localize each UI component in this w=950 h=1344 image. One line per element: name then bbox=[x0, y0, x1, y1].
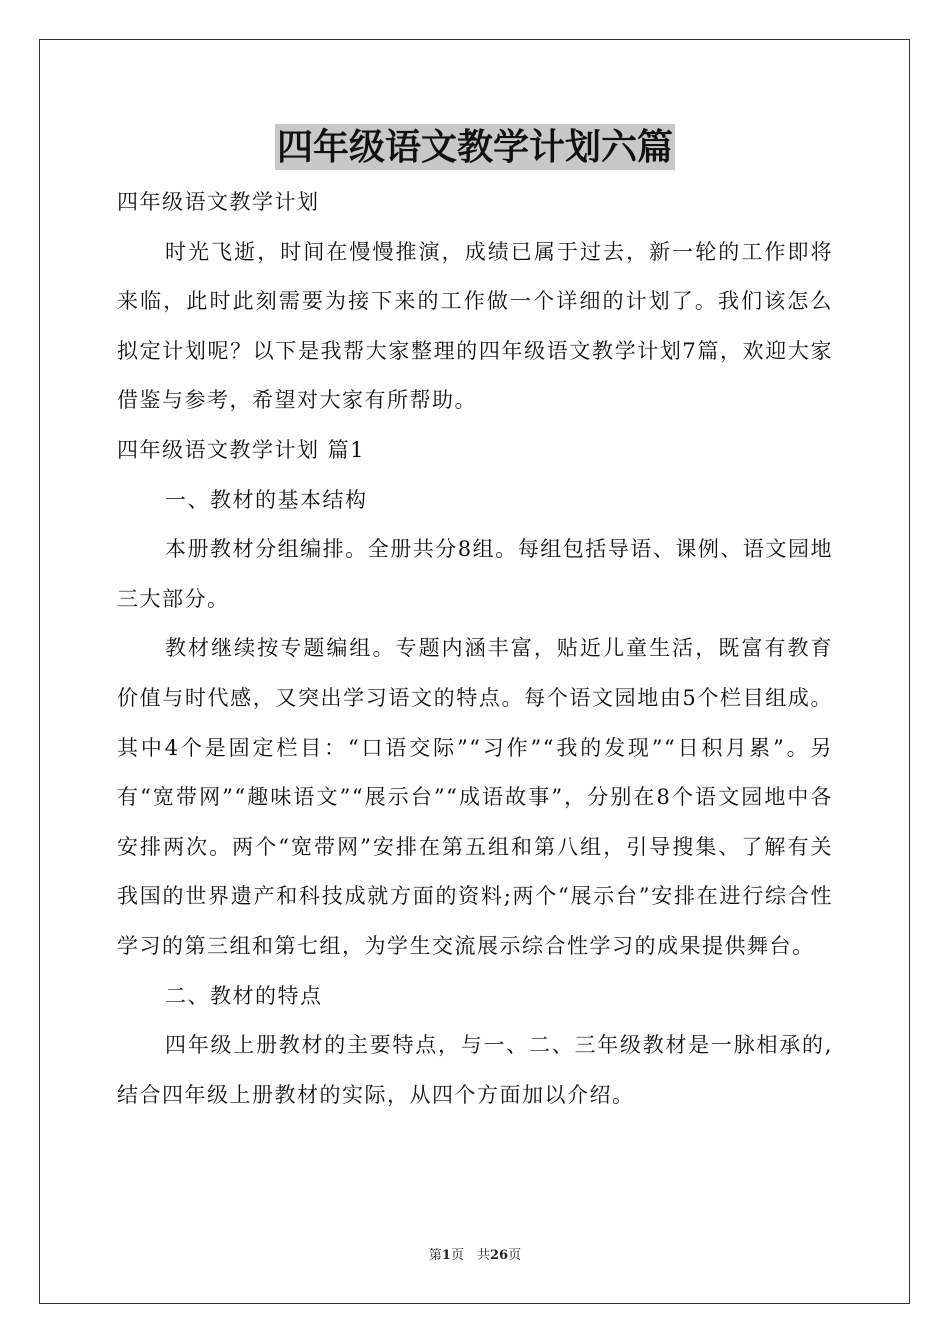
current-page-number: 1 bbox=[441, 1248, 451, 1263]
paragraph: 本册教材分组编排。全册共分8组。每组包括导语、课例、语文园地三大部分。 bbox=[117, 537, 833, 611]
paragraph: 四年级上册教材的主要特点，与一、二、三年级教材是一脉相承的,结合四年级上册教材的实际，从四个方面加以介绍。 bbox=[117, 1033, 833, 1107]
section-heading: 四年级语文教学计划 篇1 bbox=[117, 437, 366, 462]
subsection-heading: 二、教材的特点 bbox=[165, 983, 323, 1008]
title-area bbox=[0, 124, 950, 170]
paragraph: 时光飞逝，时间在慢慢推演，成绩已属于过去，新一轮的工作即将来临，此时此刻需要为接下来的工作做一个详细的计划了。我们该怎么拟定计划呢？以下是我帮大家整理的四年级语文教学计划7篇，欢迎大家借鉴与参考，希望对大家有所帮助。 bbox=[117, 239, 833, 413]
page-footer bbox=[0, 1247, 950, 1265]
document-body bbox=[117, 178, 833, 1120]
footer-suffix: 页 bbox=[508, 1248, 522, 1263]
paragraph: 四年级语文教学计划 bbox=[117, 190, 320, 214]
subsection-heading: 一、教材的基本结构 bbox=[165, 487, 368, 512]
footer-middle: 页 共 bbox=[450, 1248, 490, 1263]
footer-prefix: 第 bbox=[428, 1248, 442, 1263]
paragraph: 教材继续按专题编组。专题内涵丰富，贴近儿童生活，既富有教育价值与时代感，又突出学习语文的特点。每个语文园地由5个栏目组成。其中4个是固定栏目：“口语交际”“习作”“我的发现”“日积月累”。另有“宽带网”“趣味语文”“展示台”“成语故事”，分别在8个语文园地中各安排两次。两个“宽带网”安排在第五组和第八组，引导搜集、了解有关我国的世界遗产和科技成就方面的资料;两个“展示台”安排在进行综合性学习的第三组和第七组，为学生交流展示综合性学习的成果提供舞台。 bbox=[117, 636, 833, 958]
total-page-count: 26 bbox=[489, 1248, 509, 1263]
document-title: 四年级语文教学计划六篇 bbox=[276, 126, 673, 168]
